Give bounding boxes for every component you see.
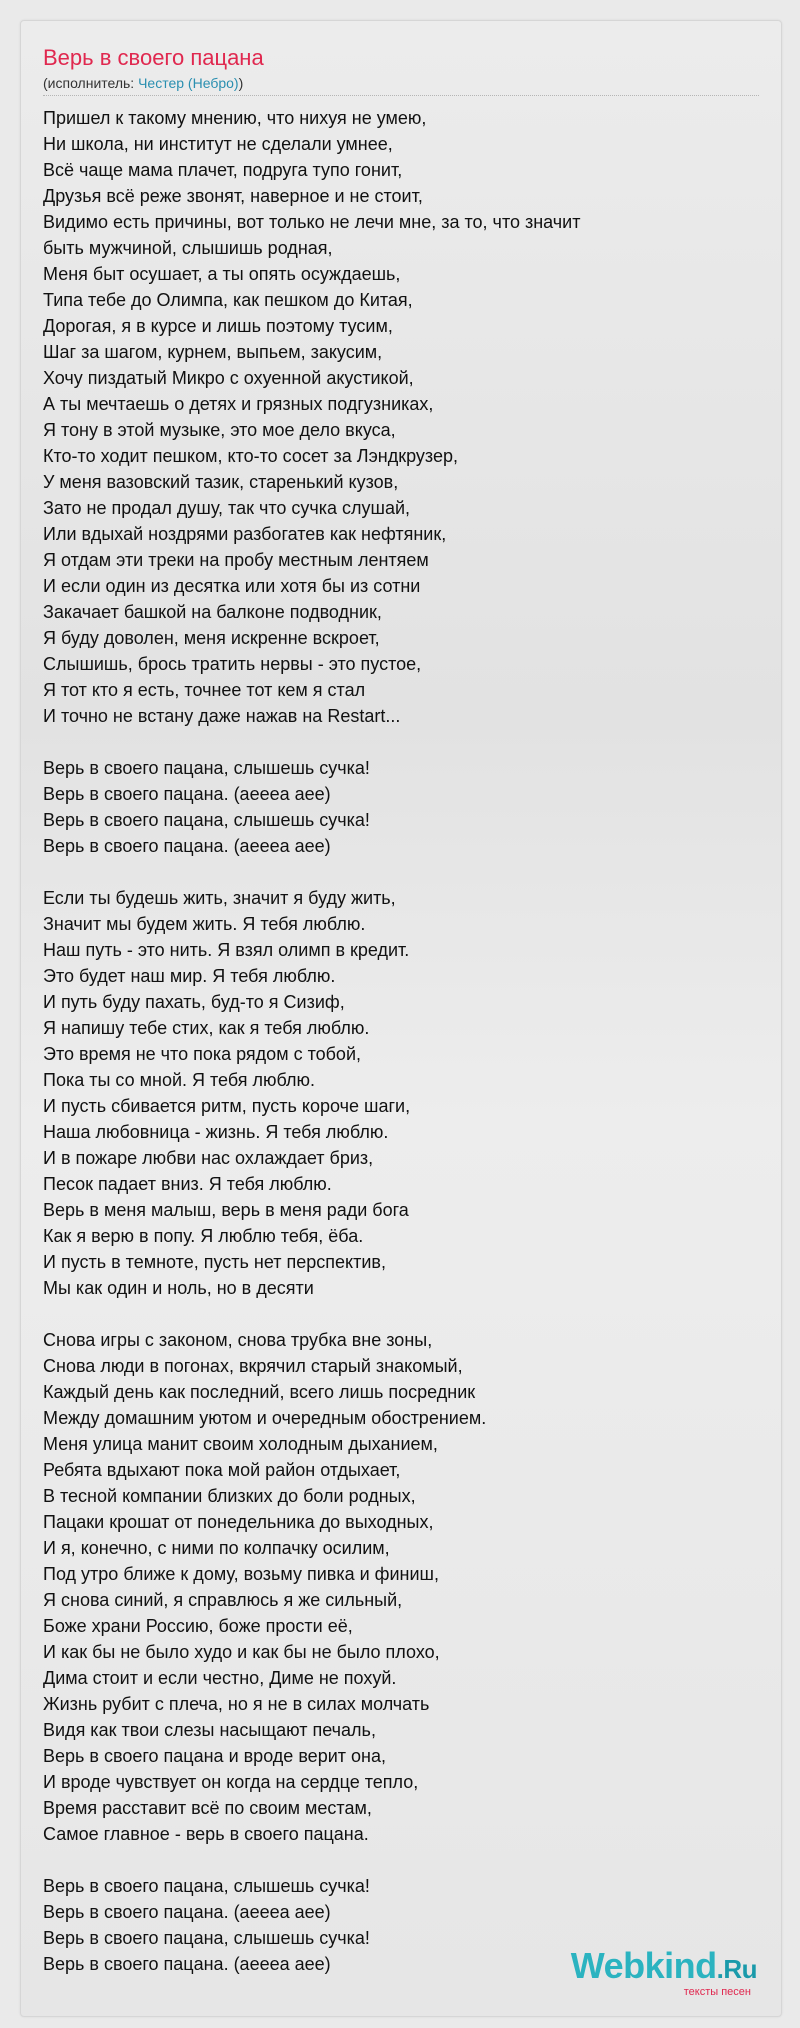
lyric-line: И в пожаре любви нас охлаждает бриз, (43, 1148, 374, 1168)
lyric-line: Пацаки крошат от понедельника до выходных, (43, 1512, 434, 1532)
lyric-line: Между домашним уютом и очередным обострением. (43, 1408, 487, 1428)
artist-prefix: (исполнитель: (43, 75, 139, 91)
lyric-line: Или вдыхай ноздрями разбогатев как нефтяник, (43, 524, 447, 544)
lyric-line: Ребята вдыхают пока мой район отдыхает, (43, 1460, 401, 1480)
lyric-line: Меня быт осушает, а ты опять осуждаешь, (43, 264, 401, 284)
lyric-line: Значит мы будем жить. Я тебя люблю. (43, 914, 366, 934)
lyric-line: Жизнь рубит с плеча, но я не в силах молчать (43, 1694, 430, 1714)
lyric-line: Видя как твои слезы насыщают печаль, (43, 1720, 376, 1740)
lyric-line: Дима стоит и если честно, Диме не похуй. (43, 1668, 397, 1688)
song-title: Верь в своего пацана (43, 45, 264, 70)
lyric-line: Я отдам эти треки на пробу местным лентяем (43, 550, 429, 570)
lyric-line: Закачает башкой на балконе подводник, (43, 602, 382, 622)
lyric-line: Мы как один и ноль, но в десяти (43, 1278, 314, 1298)
lyric-line: Наш путь - это нить. Я взял олимп в кредит. (43, 940, 410, 960)
lyric-line: И точно не встану даже нажав на Restart... (43, 706, 401, 726)
stanza-gap (43, 859, 759, 885)
lyric-line: Самое главное - верь в своего пацана. (43, 1824, 369, 1844)
lyric-line: Я буду доволен, меня искренне вскроет, (43, 628, 380, 648)
lyric-line: Всё чаще мама плачет, подруга тупо гонит, (43, 160, 403, 180)
lyric-line: Хочу пиздатый Микро с охуенной акустикой, (43, 368, 414, 388)
lyric-line: Верь в своего пацана и вроде верит она, (43, 1746, 386, 1766)
lyric-line: И как бы не было худо и как бы не было плохо, (43, 1642, 440, 1662)
lyric-line: У меня вазовский тазик, старенький кузов, (43, 472, 399, 492)
lyric-line: Верь в своего пацана. (аееeа аее) (43, 784, 331, 804)
lyric-line: Пока ты со мной. Я тебя люблю. (43, 1070, 316, 1090)
lyric-line: Кто-то ходит пешком, кто-то сосет за Лэндкрузер, (43, 446, 458, 466)
lyric-line: И я, конечно, с ними по колпачку осилим, (43, 1538, 390, 1558)
artist-link[interactable]: Честер (Небро) (138, 75, 239, 91)
lyric-line: Снова люди в погонах, вкрячил старый знакомый, (43, 1356, 463, 1376)
lyric-line: И если один из десятка или хотя бы из сотни (43, 576, 421, 596)
lyric-line: Верь в своего пацана, слышешь сучка! (43, 758, 370, 778)
lyric-line: Верь в своего пацана, слышешь сучка! (43, 1928, 370, 1948)
lyrics-card (20, 20, 782, 2017)
artist-suffix: ) (238, 75, 244, 91)
lyric-line: Это будет наш мир. Я тебя люблю. (43, 966, 336, 986)
lyric-line: Слышишь, брось тратить нервы - это пустое, (43, 654, 422, 674)
lyric-line: Пришел к такому мнению, что нихуя не умею, (43, 108, 427, 128)
lyric-line: Друзья всё реже звонят, наверное и не стоит, (43, 186, 423, 206)
lyric-line: Верь в меня малыш, верь в меня ради бога (43, 1200, 409, 1220)
lyric-line: Как я верю в попу. Я люблю тебя, ёба. (43, 1226, 364, 1246)
site-logo[interactable] (571, 1947, 757, 1998)
logo-wordmark (571, 1947, 757, 1988)
lyric-line: быть мужчиной, слышишь родная, (43, 238, 333, 258)
lyric-line: Я тот кто я есть, точнее тот кем я стал (43, 680, 366, 700)
lyric-line: В тесной компании близких до боли родных, (43, 1486, 416, 1506)
lyric-line: Видимо есть причины, вот только не лечи мне, за то, что значит (43, 212, 581, 232)
lyric-line: Шаг за шагом, курнем, выпьем, закусим, (43, 342, 383, 362)
lyric-line: Меня улица манит своим холодным дыханием, (43, 1434, 438, 1454)
stanza-gap (43, 1301, 759, 1327)
lyric-line: Зато не продал душу, так что сучка слушай, (43, 498, 411, 518)
lyric-line: Я снова синий, я справлюсь я же сильный, (43, 1590, 403, 1610)
lyric-line: И пусть сбивается ритм, пусть короче шаги, (43, 1096, 411, 1116)
lyric-line: Песок падает вниз. Я тебя люблю. (43, 1174, 332, 1194)
lyric-line: Верь в своего пацана, слышешь сучка! (43, 1876, 370, 1896)
lyric-line: Типа тебе до Олимпа, как пешком до Китая, (43, 290, 413, 310)
lyric-line: Это время не что пока рядом с тобой, (43, 1044, 361, 1064)
lyric-line: И пусть в темноте, пусть нет перспектив, (43, 1252, 386, 1272)
stanza-gap (43, 729, 759, 755)
lyric-line: Каждый день как последний, всего лишь посредник (43, 1382, 476, 1402)
lyric-line: Боже храни Россию, боже прости её, (43, 1616, 353, 1636)
lyric-line: Верь в своего пацана. (аееeа аее) (43, 1954, 331, 1974)
lyric-line: И путь буду пахать, буд-то я Сизиф, (43, 992, 345, 1012)
logo-tagline: тексты песен (683, 1986, 751, 1998)
lyrics-text (43, 105, 759, 1977)
lyric-line: И вроде чувствует он когда на сердце тепло, (43, 1772, 419, 1792)
lyric-line: Я тону в этой музыке, это мое дело вкуса, (43, 420, 396, 440)
lyric-line: Верь в своего пацана. (аееeа аее) (43, 836, 331, 856)
lyric-line: Верь в своего пацана, слышешь сучка! (43, 810, 370, 830)
lyric-line: Ни школа, ни институт не сделали умнее, (43, 134, 393, 154)
lyric-line: Наша любовница - жизнь. Я тебя люблю. (43, 1122, 389, 1142)
lyric-line: Если ты будешь жить, значит я буду жить, (43, 888, 396, 908)
lyric-line: Под утро ближе к дому, возьму пивка и финиш, (43, 1564, 439, 1584)
lyric-line: А ты мечтаешь о детях и грязных подгузниках, (43, 394, 434, 414)
lyric-line: Я напишу тебе стих, как я тебя люблю. (43, 1018, 370, 1038)
lyric-line: Снова игры с законом, снова трубка вне зоны, (43, 1330, 433, 1350)
logo-name: Webkind (570, 1945, 717, 1986)
artist-meta (43, 73, 759, 96)
lyric-line: Дорогая, я в курсе и лишь поэтому тусим, (43, 316, 393, 336)
lyric-line: Время расставит всё по своим местам, (43, 1798, 372, 1818)
lyric-line: Верь в своего пацана. (аееeа аее) (43, 1902, 331, 1922)
logo-domain: .Ru (716, 1954, 757, 1984)
stanza-gap (43, 1847, 759, 1873)
